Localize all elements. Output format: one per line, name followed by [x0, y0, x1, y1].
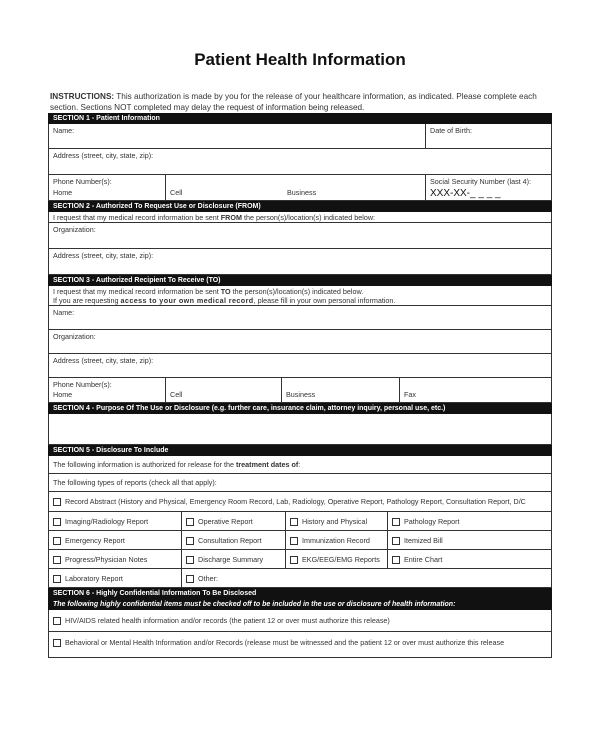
check-cell[interactable] [285, 550, 387, 568]
s3-access-pre: If you are requesting [53, 296, 121, 305]
checkbox[interactable] [392, 537, 400, 545]
s1-cell-label: Cell [170, 188, 183, 197]
s3-business-phone-field[interactable] [281, 378, 399, 402]
s3-cell-phone-field[interactable] [165, 378, 281, 402]
check-label: Operative Report [198, 517, 253, 526]
s6-behavioral-row[interactable] [48, 632, 552, 658]
checkbox[interactable] [53, 518, 61, 526]
checkbox[interactable] [290, 556, 298, 564]
check-label: Pathology Report [404, 517, 460, 526]
s5-dates-bold: treatment dates of [235, 460, 299, 469]
page-title: Patient Health Information [194, 50, 406, 69]
check-cell[interactable] [387, 531, 551, 549]
s3-request-row [48, 286, 552, 306]
checkbox[interactable] [186, 556, 194, 564]
s3-business-label: Business [286, 390, 316, 399]
checkbox[interactable] [186, 575, 194, 583]
check-cell[interactable] [181, 550, 285, 568]
s3-home-phone-field[interactable] [49, 378, 165, 402]
hiv-label: HIV/AIDS related health information and/or records (the patient 12 or over must authorize this release) [65, 616, 390, 625]
s1-business-label: Business [287, 188, 317, 197]
section-6-subheader: The following highly confidential items must be checked off to be included in the use or disclosure of health information: [48, 599, 552, 610]
s2-request-post: the person(s)/location(s) indicated below: [241, 213, 376, 222]
s1-dob-label: Date of Birth: [430, 126, 472, 135]
s5-check-row [48, 569, 552, 588]
s2-address-label: Address (street, city, state, zip): [53, 251, 154, 260]
checkbox[interactable] [53, 556, 61, 564]
check-label: Laboratory Report [65, 574, 123, 583]
checkbox[interactable] [290, 518, 298, 526]
s2-request-bold: FROM [220, 213, 242, 222]
checkbox[interactable] [392, 518, 400, 526]
other-check-cell[interactable] [181, 569, 551, 587]
s5-dates-post: : [298, 460, 301, 469]
section-5-header: SECTION 5 - Disclosure To Include [48, 445, 552, 456]
s3-request-post: the person(s)/location(s) indicated below. [230, 287, 364, 296]
s5-check-row [48, 550, 552, 569]
check-cell[interactable] [181, 531, 285, 549]
check-label: History and Physical [302, 517, 368, 526]
s3-phone-label: Phone Number(s): [53, 380, 112, 389]
s1-name-field[interactable] [49, 124, 425, 148]
s3-home-label: Home [53, 390, 73, 399]
s1-name-label: Name: [53, 126, 75, 135]
s3-name-label: Name: [53, 308, 75, 317]
check-cell[interactable] [387, 550, 551, 568]
check-cell[interactable] [285, 531, 387, 549]
checkbox[interactable] [392, 556, 400, 564]
check-cell[interactable] [49, 531, 181, 549]
authorization-form [48, 113, 552, 658]
s4-purpose-field[interactable] [48, 414, 552, 445]
instructions [50, 91, 556, 113]
s2-request-row [48, 212, 552, 223]
check-label: Immunization Record [302, 536, 370, 545]
checkbox[interactable] [53, 537, 61, 545]
section-2-header: SECTION 2 - Authorized To Request Use or Disclosure (FROM) [48, 201, 552, 212]
s5-check-row [48, 512, 552, 531]
s5-dates-row[interactable] [48, 456, 552, 474]
s6-hiv-row[interactable] [48, 610, 552, 632]
s1-dob-field[interactable] [425, 124, 551, 148]
section-3-header: SECTION 3 - Authorized Recipient To Receive (TO) [48, 275, 552, 286]
s3-name-row[interactable] [48, 306, 552, 330]
s5-dates-pre: The following information is authorized for release for the [53, 460, 236, 469]
check-cell[interactable] [49, 550, 181, 568]
s1-address-row[interactable] [48, 149, 552, 175]
s3-request-bold: TO [220, 287, 231, 296]
s1-phone-row [48, 175, 552, 201]
check-label: Emergency Report [65, 536, 125, 545]
s5-record-abstract-row[interactable] [48, 492, 552, 512]
check-label: Entire Chart [404, 555, 443, 564]
section-1-header: SECTION 1 - Patient Information [48, 113, 552, 124]
check-cell[interactable] [49, 569, 181, 587]
s5-types-line: The following types of reports (check all that apply): [53, 478, 217, 487]
check-label: Progress/Physician Notes [65, 555, 148, 564]
s1-home-phone-field[interactable] [49, 175, 165, 200]
hiv-checkbox[interactable] [53, 617, 61, 625]
s2-organization-row[interactable] [48, 223, 552, 249]
s1-address-label: Address (street, city, state, zip): [53, 151, 154, 160]
other-label: Other: [198, 574, 218, 583]
s1-business-phone-field[interactable] [281, 175, 425, 200]
s5-types-row [48, 474, 552, 492]
s1-ssn-field[interactable] [425, 175, 551, 200]
s1-cell-phone-field[interactable] [165, 175, 281, 200]
s2-request-pre: I request that my medical record information be sent [53, 213, 221, 222]
behavioral-checkbox[interactable] [53, 639, 61, 647]
s3-access-bold: access to your own medical record [120, 296, 254, 305]
check-label: EKG/EEG/EMG Reports [302, 555, 380, 564]
s1-ssn-label: Social Security Number (last 4): [430, 177, 532, 186]
checkbox[interactable] [186, 518, 194, 526]
check-label: Imaging/Radiology Report [65, 517, 149, 526]
s3-address-label: Address (street, city, state, zip): [53, 356, 154, 365]
s5-check-row [48, 531, 552, 550]
s1-home-label: Home [53, 188, 73, 197]
s3-cell-label: Cell [170, 390, 183, 399]
check-label: Itemized Bill [404, 536, 443, 545]
s3-request-pre: I request that my medical record information be sent [53, 287, 221, 296]
record-abstract-label: Record Abstract (History and Physical, Emergency Room Record, Lab, Radiology, Operative Report, Pathology Report, Consultation Report, D/C [65, 497, 526, 506]
checkbox[interactable] [53, 575, 61, 583]
s1-phone-label: Phone Number(s): [53, 177, 112, 186]
s3-address-row[interactable] [48, 354, 552, 378]
section-4-header: SECTION 4 - Purpose Of The Use or Disclosure (e.g. further care, insurance claim, attorney inquiry, personal use, etc.) [48, 403, 552, 414]
check-cell[interactable] [387, 512, 551, 530]
checkbox[interactable] [186, 537, 194, 545]
s3-fax-field[interactable] [399, 378, 551, 402]
check-cell[interactable] [285, 512, 387, 530]
s3-phone-row [48, 378, 552, 403]
record-abstract-checkbox[interactable] [53, 498, 61, 506]
s3-fax-label: Fax [404, 390, 416, 399]
s1-ssn-value: XXX-XX-_ _ _ _ [430, 188, 501, 199]
behavioral-label: Behavioral or Mental Health Information and/or Records (release must be witnessed and the patient 12 or over must authorize this release [65, 638, 505, 647]
s3-organization-row[interactable] [48, 330, 552, 354]
s2-organization-label: Organization: [53, 225, 96, 234]
checkbox[interactable] [290, 537, 298, 545]
section-6-header: SECTION 6 - Highly Confidential Information To Be Disclosed [48, 588, 552, 599]
instructions-label: INSTRUCTIONS: [50, 92, 115, 101]
instructions-text: This authorization is made by you for the release of your healthcare information, as indicated. Please complete each section. Sections NOT completed may delay the request of information being released. [50, 92, 537, 112]
check-label: Discharge Summary [198, 555, 264, 564]
s3-organization-label: Organization: [53, 332, 96, 341]
s2-address-row[interactable] [48, 249, 552, 275]
s3-access-post: , please fill in your own personal information. [253, 296, 396, 305]
check-label: Consultation Report [198, 536, 262, 545]
check-cell[interactable] [49, 512, 181, 530]
check-cell[interactable] [181, 512, 285, 530]
s1-name-row [48, 124, 552, 149]
